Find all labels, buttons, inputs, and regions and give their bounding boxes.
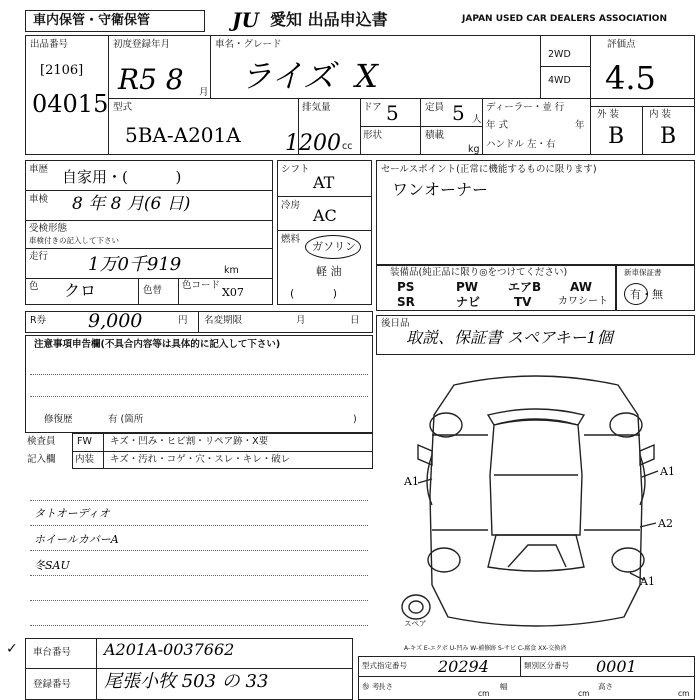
mileage-unit: km	[224, 265, 239, 276]
regnum-label: 登録番号	[33, 679, 72, 690]
shift-value: AT	[313, 173, 335, 192]
deadline-month: 月	[296, 315, 306, 326]
storage-badge-text: 車内保管・守衛保管	[33, 13, 151, 28]
color-value: クロ	[64, 281, 97, 300]
recycle-block	[25, 311, 373, 333]
spare-label: スペア	[404, 619, 427, 628]
receipt-note: 車検付きの記入して下さい	[29, 236, 119, 245]
door-label: ドア	[363, 102, 382, 113]
door-value: 5	[386, 101, 399, 125]
color-label: 色	[29, 281, 39, 292]
shift-label: シフト	[281, 164, 310, 175]
repair-label: 修復歴	[44, 414, 73, 425]
damage-legend: A-キズ E-エクボ U-凹み W-補修跡 S-サビ C-腐食 XX-交換済	[404, 645, 567, 652]
model-value: 5BA-A201A	[125, 123, 241, 147]
width-label: 幅	[500, 682, 508, 691]
int-grade: B	[660, 124, 677, 149]
fuel-value: ガソリン	[312, 240, 356, 253]
colorcode-label: 色コード	[182, 280, 221, 291]
load-unit: kg	[468, 144, 480, 155]
form-title: 愛知 出品申込書	[270, 10, 388, 29]
chassis-value: A201A-0037662	[104, 640, 235, 659]
ac-value: AC	[313, 206, 337, 225]
cap-value: 5	[452, 101, 465, 125]
receipt-label: 受検形態	[29, 223, 68, 234]
selling-point-block	[376, 160, 695, 265]
deadline-day: 日	[350, 315, 360, 326]
ext-grade: B	[608, 124, 625, 149]
car-diagram	[376, 355, 695, 655]
shape-label: 形状	[363, 130, 383, 141]
int-record-text: キズ・汚れ・コゲ・穴・スレ・キレ・破レ	[110, 454, 291, 465]
cap-label: 定員	[425, 102, 445, 113]
recycle-value: 9,000	[88, 310, 143, 332]
model-label: 型式	[113, 102, 133, 113]
note-line-3: 冬SAU	[34, 559, 70, 572]
drive-2wd: 2WD	[548, 49, 571, 60]
history-label: 車歴	[29, 164, 49, 175]
equip-navi: ナビ	[456, 295, 481, 309]
after-items-value: 取説、保証書 スペアキー1個	[406, 328, 613, 347]
inspection-label: 車検	[29, 194, 49, 205]
check-mark: ✓	[6, 641, 18, 657]
score-label: 評価点	[607, 39, 636, 50]
width-unit: cm	[578, 689, 590, 698]
year-label: 年 式	[486, 120, 509, 131]
notes-label: 注意事項申告欄(不具合内容等は具体的に記入して下さい)	[34, 339, 281, 350]
fw-text: キズ・凹み・ヒビ割・リペア跡・X要	[110, 436, 269, 447]
disp-label: 排気量	[302, 102, 331, 113]
dealer-label: ディーラー・並 行	[486, 102, 565, 113]
repair-value: 有 (箇所	[108, 414, 144, 425]
insurance-label: 新車保証書	[624, 268, 662, 277]
record-label: 記入欄	[27, 454, 56, 465]
history-value: 自家用・( )	[62, 168, 182, 186]
damage-mark-left: A1	[404, 475, 419, 488]
note-line-2: ホイールカバーA	[34, 533, 119, 546]
fuel-alt: 軽 油	[316, 265, 342, 278]
damage-mark-right-front: A1	[660, 465, 675, 478]
inspector-label: 検査員	[27, 436, 56, 447]
handle-label: ハンドル 左・右	[486, 139, 556, 150]
insurance-value: 有・無	[630, 288, 663, 301]
length-label: 長さ	[378, 682, 393, 691]
ref-label: 参 考	[362, 682, 380, 691]
equip-ps: PS	[397, 280, 415, 294]
score-value: 4.5	[605, 59, 656, 97]
car-name: ライズ X	[240, 57, 378, 95]
damage-mark-rear-wheel: A1	[640, 575, 655, 588]
colorchg-label: 色替	[143, 285, 163, 296]
ext-label: 外 装	[597, 109, 620, 120]
equipment-label: 装備品(純正品に限り◎をつけてください)	[390, 267, 568, 278]
equip-aw: AW	[570, 280, 592, 294]
int-record-label: 内装	[75, 454, 95, 465]
mileage-value: 1万0千919	[88, 254, 182, 275]
equip-sr: SR	[397, 295, 415, 309]
note-line-1: タトオーディオ	[34, 507, 110, 520]
insurance-circle	[624, 283, 648, 305]
class-value: 0001	[596, 657, 637, 676]
chassis-label: 車台番号	[33, 647, 72, 658]
colorcode-value: X07	[222, 286, 244, 299]
fuel-paren: ( )	[290, 287, 338, 300]
lot-label: 出品番号	[30, 39, 69, 50]
class-label: 類別区分番号	[524, 661, 569, 670]
equip-leather: カワシート	[558, 296, 608, 307]
selling-point-label: セールスポイント(正常に機能するものに限ります)	[381, 164, 597, 175]
name-label: 車名・グレード	[215, 39, 282, 50]
damage-mark-right-rear: A2	[658, 517, 673, 530]
regnum-value: 尾張小牧 503 の 33	[104, 671, 269, 692]
recycle-unit: 円	[178, 315, 188, 326]
fw-label: FW	[77, 436, 92, 447]
int-label: 内 装	[649, 109, 672, 120]
height-unit: cm	[678, 689, 690, 698]
reg-month-unit: 月	[199, 87, 209, 98]
lot-code: [2106]	[40, 63, 84, 78]
equip-tv: TV	[514, 295, 532, 309]
after-items-label: 後日品	[381, 318, 410, 329]
disp-unit: cc	[342, 141, 353, 152]
association-name: JAPAN USED CAR DEALERS ASSOCIATION	[462, 14, 667, 24]
equip-pw: PW	[456, 280, 479, 294]
selling-point-value: ワンオーナー	[392, 180, 489, 199]
disp-value: 1200	[285, 131, 341, 156]
model-cert-value: 20294	[438, 657, 489, 676]
load-label: 積載	[425, 130, 445, 141]
recycle-label: R券	[30, 315, 47, 326]
fuel-label: 燃料	[281, 234, 301, 245]
equip-airbag: エアB	[508, 280, 542, 294]
repair-close: )	[353, 414, 357, 425]
cap-unit: 人	[472, 114, 482, 125]
lot-number: 04015	[32, 90, 109, 118]
year-unit: 年	[575, 120, 585, 131]
drive-4wd: 4WD	[548, 75, 571, 86]
model-cert-label: 型式指定番号	[362, 661, 407, 670]
height-label: 高さ	[598, 682, 613, 691]
deadline-label: 名変期限	[204, 315, 243, 326]
mileage-label: 走行	[29, 251, 49, 262]
reg-value: R5 8	[118, 63, 184, 96]
ac-label: 冷房	[281, 200, 301, 211]
reg-label: 初度登録年月	[113, 39, 171, 50]
inspection-value: 8 年 8 月(6 日)	[72, 194, 191, 214]
length-unit: cm	[478, 689, 490, 698]
ju-logo: JU	[232, 8, 259, 32]
